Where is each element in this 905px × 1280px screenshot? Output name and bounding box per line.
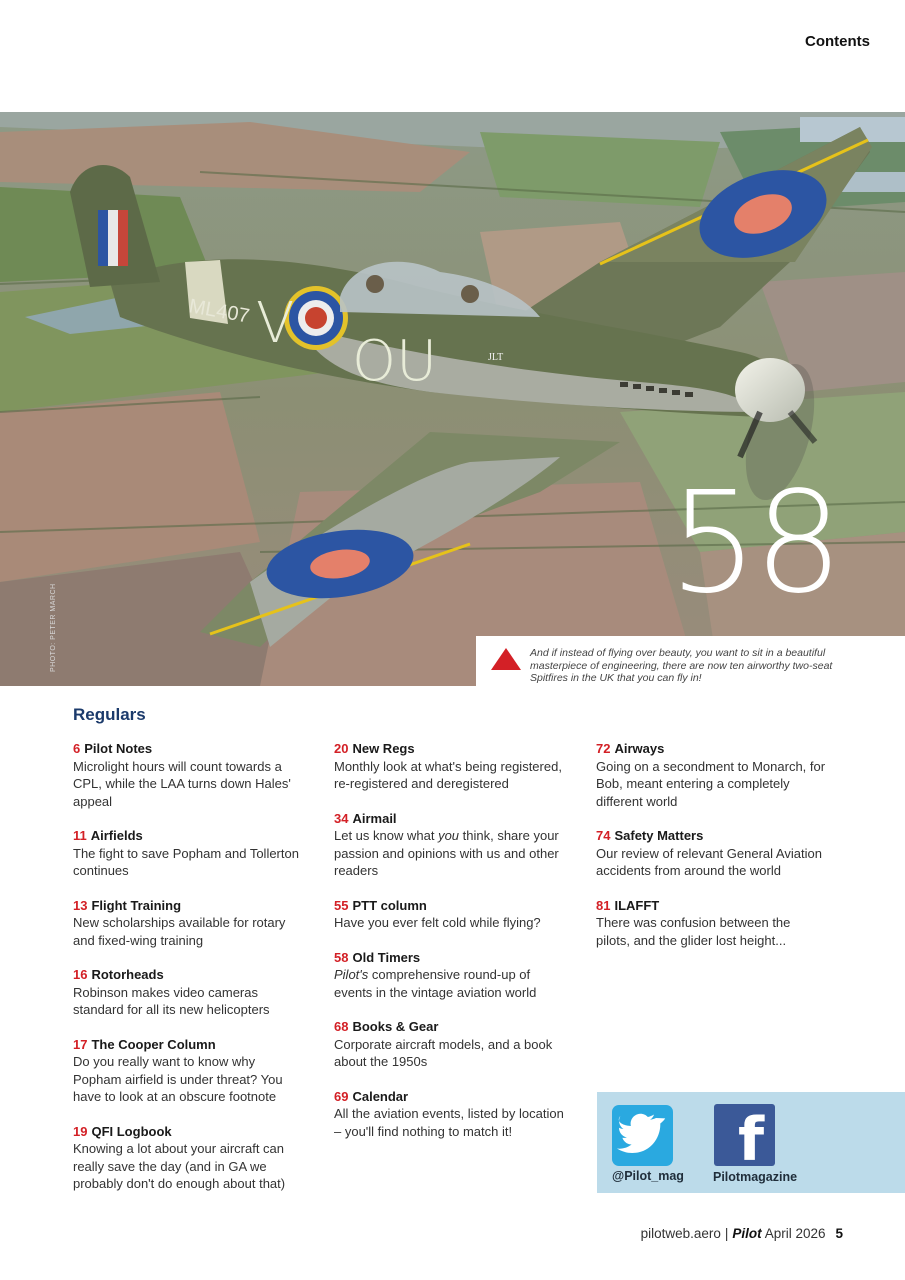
footer-issue: April 2026 <box>764 1226 826 1241</box>
item-page-number: 72 <box>596 741 611 756</box>
hero-photo <box>0 112 905 686</box>
page-footer <box>641 1226 843 1241</box>
contents-item[interactable] <box>334 810 564 880</box>
item-title: PTT column <box>352 897 427 913</box>
aircraft-serial: ML407 <box>187 295 252 328</box>
item-page-number: 58 <box>334 949 349 965</box>
item-page-number: 16 <box>73 967 88 982</box>
item-title: New Regs <box>352 741 415 756</box>
item-title: ILAFFT <box>614 897 660 913</box>
facebook-handle[interactable]: Pilotmagazine <box>713 1170 798 1184</box>
contents-item[interactable] <box>334 949 564 1002</box>
item-page-number: 69 <box>334 1088 349 1104</box>
item-page-number: 55 <box>334 897 349 913</box>
item-title: Rotorheads <box>91 967 164 982</box>
facebook-f-icon[interactable]: f <box>714 1104 775 1166</box>
contents-item[interactable] <box>334 1088 564 1141</box>
aircraft-code-left: V <box>256 291 295 356</box>
item-title: QFI Logbook <box>91 1123 172 1139</box>
footer-page-number: 5 <box>835 1226 843 1241</box>
twitter-handle[interactable]: @Pilot_mag <box>612 1169 684 1183</box>
item-page-number: 20 <box>334 741 349 756</box>
item-description: Do you really want to know why Popham airfield is under threat? You have to look at an obscure footnote <box>73 1054 283 1104</box>
item-title: Books & Gear <box>352 1019 439 1034</box>
item-description: Corporate aircraft models, and a book about the 1950s <box>334 1036 553 1069</box>
contents-item[interactable] <box>334 1018 564 1071</box>
contents-item[interactable] <box>334 740 564 793</box>
item-page-number: 19 <box>73 1123 88 1139</box>
item-title: Airfields <box>90 828 143 843</box>
feature-page-number: 58 <box>668 462 839 625</box>
item-description: All the aviation events, listed by location – you'll find nothing to match it! <box>334 1106 564 1139</box>
regulars-heading: Regulars <box>73 705 146 724</box>
item-description: The fight to save Popham and Tollerton continues <box>73 845 299 878</box>
contents-item[interactable] <box>73 1036 303 1106</box>
item-title: Flight Training <box>91 897 182 913</box>
contents-item[interactable] <box>73 740 303 810</box>
item-description: Robinson makes video cameras standard for all its new helicopters <box>73 984 270 1017</box>
photo-caption-box <box>476 636 905 686</box>
item-page-number: 17 <box>73 1036 88 1052</box>
item-description: Have you ever felt cold while flying? <box>334 915 541 930</box>
item-page-number: 13 <box>73 897 88 913</box>
item-page-number: 34 <box>334 810 349 826</box>
item-description: Our review of relevant General Aviation accidents from around the world <box>596 845 822 878</box>
social-media-panel <box>597 1092 905 1193</box>
contents-item[interactable] <box>73 1123 303 1193</box>
item-title: Pilot Notes <box>84 741 153 756</box>
regulars-column-3 <box>596 740 826 949</box>
regulars-column-1 <box>73 740 303 1193</box>
item-description: Pilot's comprehensive round-up of events in the vintage aviation world <box>334 967 537 1000</box>
photo-credit: PHOTO: PETER MARCH <box>50 583 57 672</box>
contents-item[interactable] <box>73 897 303 950</box>
item-title: Airways <box>614 741 665 756</box>
item-title: The Cooper Column <box>91 1036 216 1052</box>
footer-site-link[interactable]: pilotweb.aero <box>640 1226 721 1241</box>
item-description: Knowing a lot about your aircraft can really save the day (and in GA we probably don't do enough about that) <box>73 1141 286 1191</box>
item-page-number: 11 <box>73 828 87 843</box>
item-description: Microlight hours will count towards a CPL, while the LAA turns down Hales' appeal <box>73 758 291 809</box>
footer-brand: Pilot <box>732 1226 762 1241</box>
twitter-bird-icon[interactable] <box>612 1105 673 1166</box>
red-triangle-icon <box>491 648 521 670</box>
item-page-number: 68 <box>334 1019 349 1034</box>
item-title: Safety Matters <box>614 828 704 843</box>
item-description: Monthly look at what's being registered, re-registered and deregistered <box>334 758 562 791</box>
item-description: New scholarships available for rotary and fixed-wing training <box>73 915 286 948</box>
item-title: Calendar <box>352 1088 409 1104</box>
contents-item[interactable] <box>596 897 826 950</box>
item-title: Airmail <box>352 810 397 826</box>
item-page-number: 81 <box>596 897 611 913</box>
contents-item[interactable] <box>596 827 826 880</box>
item-title: Old Timers <box>352 949 421 965</box>
item-description: Let us know what you think, share your passion and opinions with us and other readers <box>334 828 559 878</box>
contents-item[interactable] <box>334 897 564 932</box>
contents-item[interactable] <box>73 827 303 880</box>
item-description: There was confusion between the pilots, and the glider lost height... <box>596 915 791 948</box>
photo-caption: And if instead of flying over beauty, you want to sit in a beautiful masterpiece of engineering, there are now ten airworthy two-seat Spitfires in the UK that you can fly in! <box>530 647 833 684</box>
contents-item[interactable] <box>73 966 303 1019</box>
contents-item[interactable] <box>596 740 826 810</box>
aircraft-initials: JLT <box>488 352 504 363</box>
aircraft-code-right: OU <box>352 329 438 394</box>
item-page-number: 6 <box>73 741 81 756</box>
section-label: Contents <box>805 33 870 50</box>
footer-separator: | <box>724 1226 729 1241</box>
regulars-column-2 <box>334 740 564 1140</box>
item-description: Going on a secondment to Monarch, for Bob, meant entering a completely different world <box>596 758 826 809</box>
item-page-number: 74 <box>596 828 611 843</box>
